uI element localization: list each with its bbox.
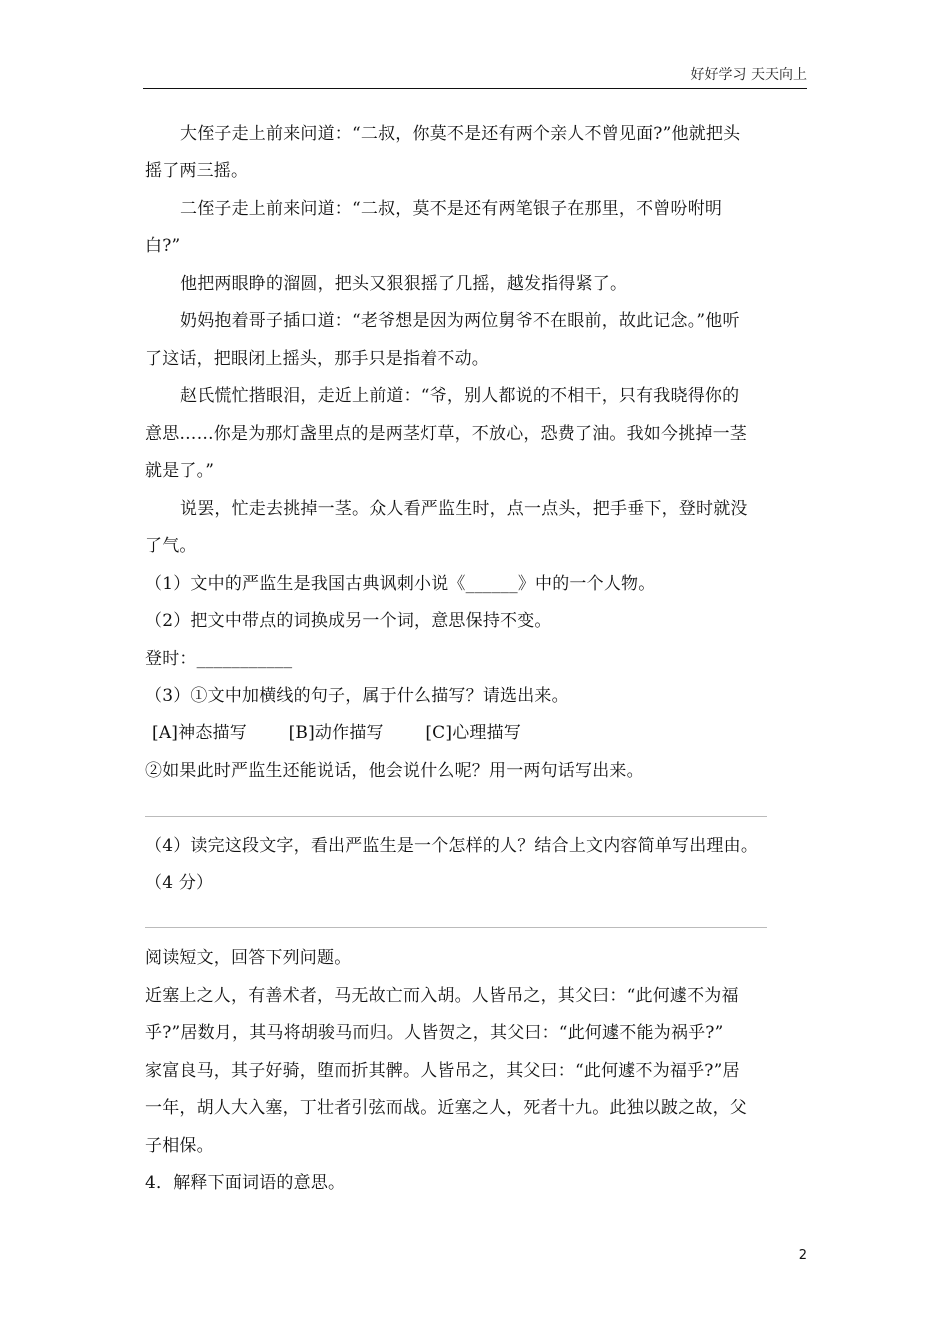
header-divider	[143, 88, 807, 89]
passage-line: 二侄子走上前来问道：“二叔，莫不是还有两笔银子在那里，不曾吩咐明	[180, 199, 723, 219]
answer-line	[145, 927, 767, 928]
passage-line: 说罢，忙走去挑掉一茎。众人看严监生时，点一点头，把手垂下，登时就没	[180, 499, 748, 519]
question-3-part-2: ②如果此时严监生还能说话，他会说什么呢？用一两句话写出来。	[145, 761, 644, 781]
passage-line: 摇了两三摇。	[145, 161, 249, 181]
page-number: 2	[798, 1248, 807, 1263]
passage-line: 就是了。”	[145, 461, 215, 481]
reading-line: 一年，胡人大入塞，丁壮者引弦而战。近塞之人，死者十九。此独以跛之故，父	[145, 1098, 747, 1118]
answer-line	[145, 816, 767, 817]
option-c: [C]心理描写	[425, 723, 522, 743]
reading-intro: 阅读短文，回答下列问题。	[145, 948, 352, 968]
passage-line: 了这话，把眼闭上摇头，那手只是指着不动。	[145, 349, 489, 369]
reading-line: 子相保。	[145, 1136, 214, 1156]
passage-line: 奶妈抱着哥子插口道：“老爷想是因为两位舅爷不在眼前，故此记念。”他听	[180, 311, 740, 331]
reading-line: 乎?”居数月，其马将胡骏马而归。人皆贺之，其父曰：“此何遽不能为祸乎?”	[145, 1023, 724, 1043]
passage-line: 他把两眼睁的溜圆，把头又狠狠摇了几摇，越发指得紧了。	[180, 274, 628, 294]
question-3-options	[152, 721, 557, 745]
question-4-explain: 4．解释下面词语的意思。	[145, 1173, 346, 1193]
reading-line: 家富良马，其子好骑，堕而折其髀。人皆吊之，其父曰：“此何遽不为福乎?”居	[145, 1061, 740, 1081]
question-4-points: （4 分）	[145, 873, 214, 893]
passage-line: 赵氏慌忙揩眼泪，走近上前道：“爷，别人都说的不相干，只有我晓得你的	[180, 386, 740, 406]
reading-line: 近塞上之人，有善术者，马无故亡而入胡。人皆吊之，其父曰：“此何遽不为福	[145, 986, 739, 1006]
passage-line: 白?”	[145, 236, 181, 256]
question-3: （3）①文中加横线的句子，属于什么描写？请选出来。	[145, 686, 569, 706]
question-2: （2）把文中带点的词换成另一个词，意思保持不变。	[145, 611, 552, 631]
page-header: 好好学习 天天向上	[690, 67, 807, 83]
passage-line: 了气。	[145, 536, 197, 556]
option-b: [B]动作描写	[288, 723, 384, 743]
question-2-answer: 登时：___________	[145, 649, 293, 669]
question-4: （4）读完这段文字，看出严监生是一个怎样的人？结合上文内容简单写出理由。	[145, 836, 759, 856]
question-1: （1）文中的严监生是我国古典讽刺小说《______》中的一个人物。	[145, 574, 656, 594]
passage-line: 大侄子走上前来问道：“二叔，你莫不是还有两个亲人不曾见面?”他就把头	[180, 124, 741, 144]
option-a: [A]神态描写	[152, 723, 247, 743]
passage-line: 意思……你是为那灯盏里点的是两茎灯草，不放心，恐费了油。我如今挑掉一茎	[145, 424, 747, 444]
